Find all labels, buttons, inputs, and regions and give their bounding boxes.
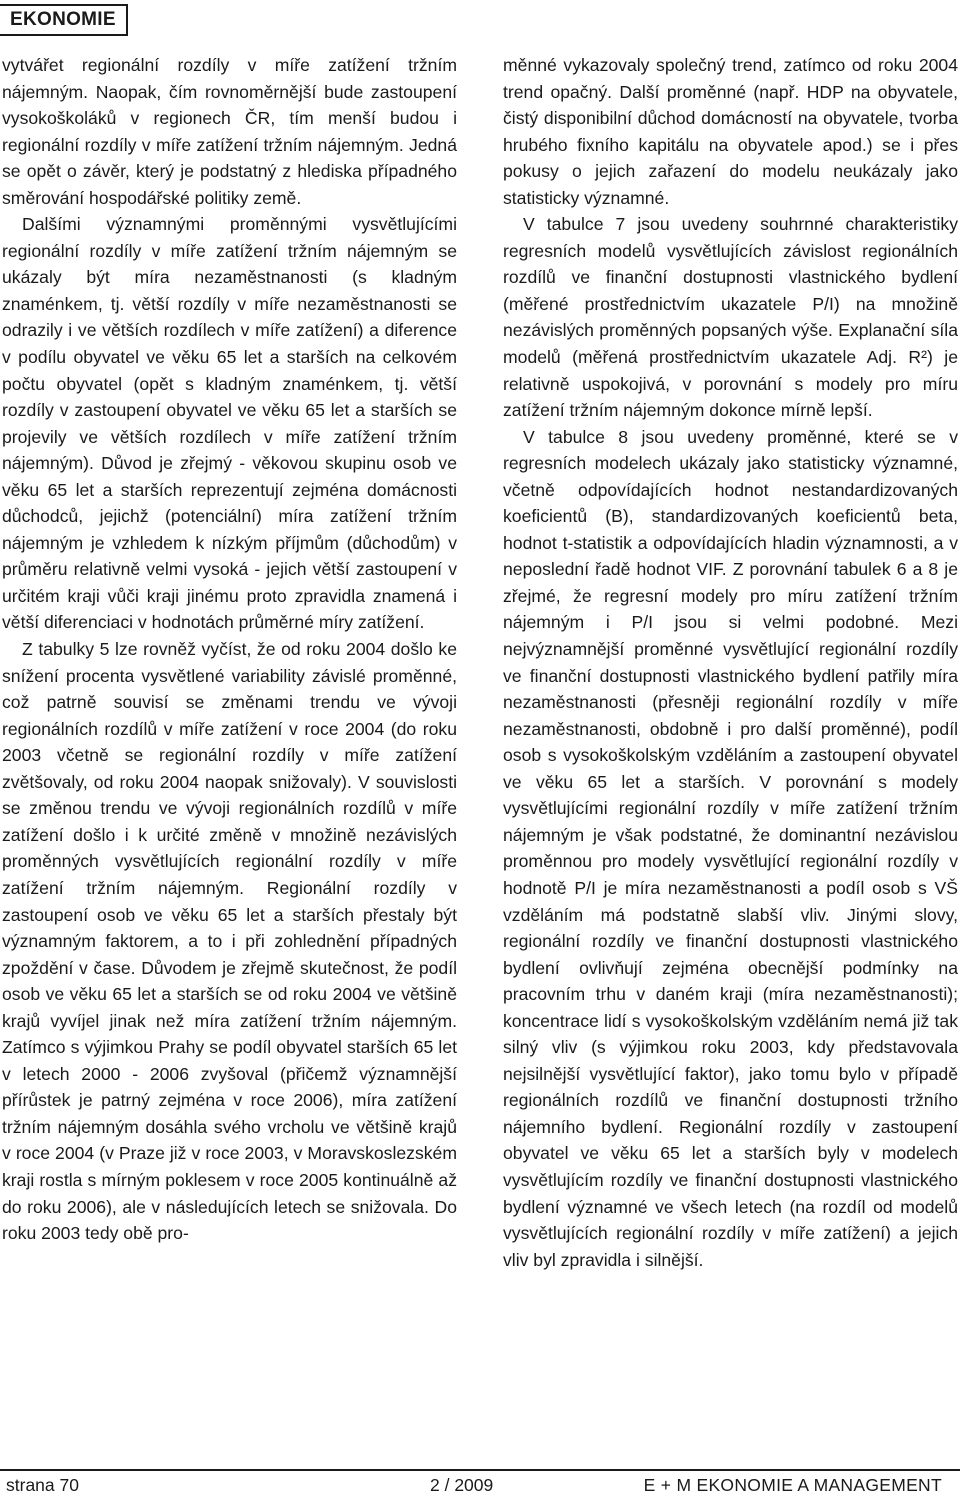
paragraph: V tabulce 8 jsou uvedeny proměnné, které se v regresních modelech ukázaly jako statisticky významné, včetně odpovídajících hodnot nestandardizovaných koeficientů (B), standardizovaných koeficientů beta, hodnot t-statistik a odpovídajících hladin významnosti, a v neposlední řadě hodnot VIF. Z porovnání tabulek 6 a 8 je zřejmé, že regresní modely pro míru zatížení tržním nájemným i P/I jsou si velmi podobné. Mezi nejvýznamnější proměnné vysvětlující regionální rozdíly ve finanční dostupnosti vlastnického bydlení patřily míra nezaměstnanosti (přesněji regionální rozdíly v míře nezaměstnanosti, obdobně i pro další proměnné), podíl osob s vysokoškolským vzděláním a zastoupení obyvatel ve věku 65 let a starších. V porovnání s modely vysvětlujícími regionální rozdíly v míře zatížení tržním nájemným je však podstatné, že dominantní nezávislou proměnnou pro modely vysvětlující regionální rozdíly v hodnotě P/I je míra nezaměstnanosti a podíl osob s VŠ vzděláním má podstatně slabší vliv. Jinými slovy, regionální rozdíly ve finanční dostupnosti vlastnického bydlení ovlivňují zejména obecnější podmínky na pracovním trhu v daném kraji (míra nezaměstnanosti); koncentrace lidí s vysokoškolským vzděláním nemá již tak silný vliv (s výjimkou roku 2003, kdy představovala nejsilnější vysvětlující faktor), jako tomu bylo v případě regionálních rozdílů ve finanční dostupnosti tržního nájemního bydlení. Regionální rozdíly v zastoupení obyvatel ve věku 65 let a starších byly v modelech vysvětlujícím rozdíly ve finanční dostupnosti vlastnického bydlení významné ve všech letech (na rozdíl od modelů vysvětlujících regionální rozdíly v míře zatížení) a jejich vliv byl zpravidla i silnější.: [503, 426, 958, 1270]
footer-rule: [0, 1469, 960, 1471]
paragraph: Dalšími významnými proměnnými vysvětlujícími regionální rozdíly v míře zatížení tržním nájemným se ukázaly být míra nezaměstnanosti (s kladným znaménkem, tj. větší rozdíly v míře nezaměstnanosti se odrazily i ve větších rozdílech v míře zatížení) a diference v podílu obyvatel ve věku 65 let a starších na celkovém počtu obyvatel (opět s kladným znaménkem, tj. větší rozdíly v zastoupení obyvatel ve věku 65 let a starších se projevily ve větších rozdílech v míře zatížení tržním nájemným). Důvod je zřejmý - věkovou skupinu osob ve věku 65 let a starších reprezentují zejména domácnosti důchodců, jejichž (potenciální) míra zatížení tržním nájemným je vzhledem k nízkým příjmům (důchodům) v průměru relativně velmi vysoká - jejich větší zastoupení v určitém kraji vůči kraji jinému proto zpravidla znamená i větší diferenciaci v hodnotách průměrné míry zatížení.: [2, 214, 457, 633]
page-number: strana 70: [6, 1475, 79, 1495]
paragraph: V tabulce 7 jsou uvedeny souhrnné charakteristiky regresních modelů vysvětlujících závislost regionálních rozdílů ve finanční dostupnosti vlastnického bydlení (měřené prostřednictvím ukazatele P/I) na množině nezávislých proměnných popsaných výše. Explanační síla modelů (měřená prostřednictvím ukazatele Adj. R²) je relativně uspokojivá, v porovnání s modely pro míru zatížení tržním nájemným dokonce mírně lepší.: [503, 214, 958, 421]
issue-number: 2 / 2009: [430, 1475, 494, 1495]
paragraph: Z tabulky 5 lze rovněž vyčíst, že od roku 2004 došlo ke snížení procenta vysvětlené variability závislé proměnné, což patrně souvisí se změnami trendu ve vývoji regionálních rozdílů v míře zatížení v roce 2004 (do roku 2003 včetně se regionální rozdíly v míře zatížení zvětšovaly, od roku 2004 naopak snižovaly). V souvislosti se změnou trendu ve vývoji regionálních rozdílů v míře zatížení došlo i k určité změně v množině nezávislých proměnných vysvětlujících regionální rozdíly v míře zatížení tržním nájemným. Regionální rozdíly v zastoupení osob ve věku 65 let a starších přestaly být významným faktorem, a to i při zohlednění případných zpoždění v čase. Důvodem je zřejmě skutečnost, že podíl osob ve věku 65 let a starších se od roku 2004 ve většině krajů vyvíjel jinak než míra zatížení tržním nájemným. Zatímco s výjimkou Prahy se podíl obyvatel starších 65 let v letech 2000 - 2006 zvyšoval (přičemž významnější přírůstek je patrný zejména v roce 2006), míra zatížení tržním nájemným dosáhla svého vrcholu ve většině krajů v roce 2004 (v Praze již v roce 2003, v Moravskoslezském kraji rostla s mírným poklesem v roce 2005 kontinuálně až do roku 2006), ale v následujících letech se snižovala. Do roku 2003 tedy obě pro-: [2, 639, 457, 1244]
paragraph: vytvářet regionální rozdíly v míře zatížení tržním nájemným. Naopak, čím rovnoměrnější bude zastoupení vysokoškoláků v regionech ČR, tím menší budou i regionální rozdíly v míře zatížení tržním nájemným. Jedná se opět o závěr, který je podstatný z hlediska případného směrování hospodářské politiky země.: [2, 55, 457, 208]
right-column: [503, 52, 958, 1273]
paragraph: měnné vykazovaly společný trend, zatímco od roku 2004 trend opačný. Další proměnné (např. HDP na obyvatele, čistý disponibilní důchod domácností na obyvatele, tvorba hrubého fixního kapitálu na obyvatele apod.) se i přes pokusy o jejich zařazení do modelu neukázaly jako statisticky významné.: [503, 55, 958, 208]
section-label: EKONOMIE: [0, 4, 128, 36]
journal-name: E + M EKONOMIE A MANAGEMENT: [643, 1475, 942, 1495]
left-column: [2, 52, 457, 1247]
